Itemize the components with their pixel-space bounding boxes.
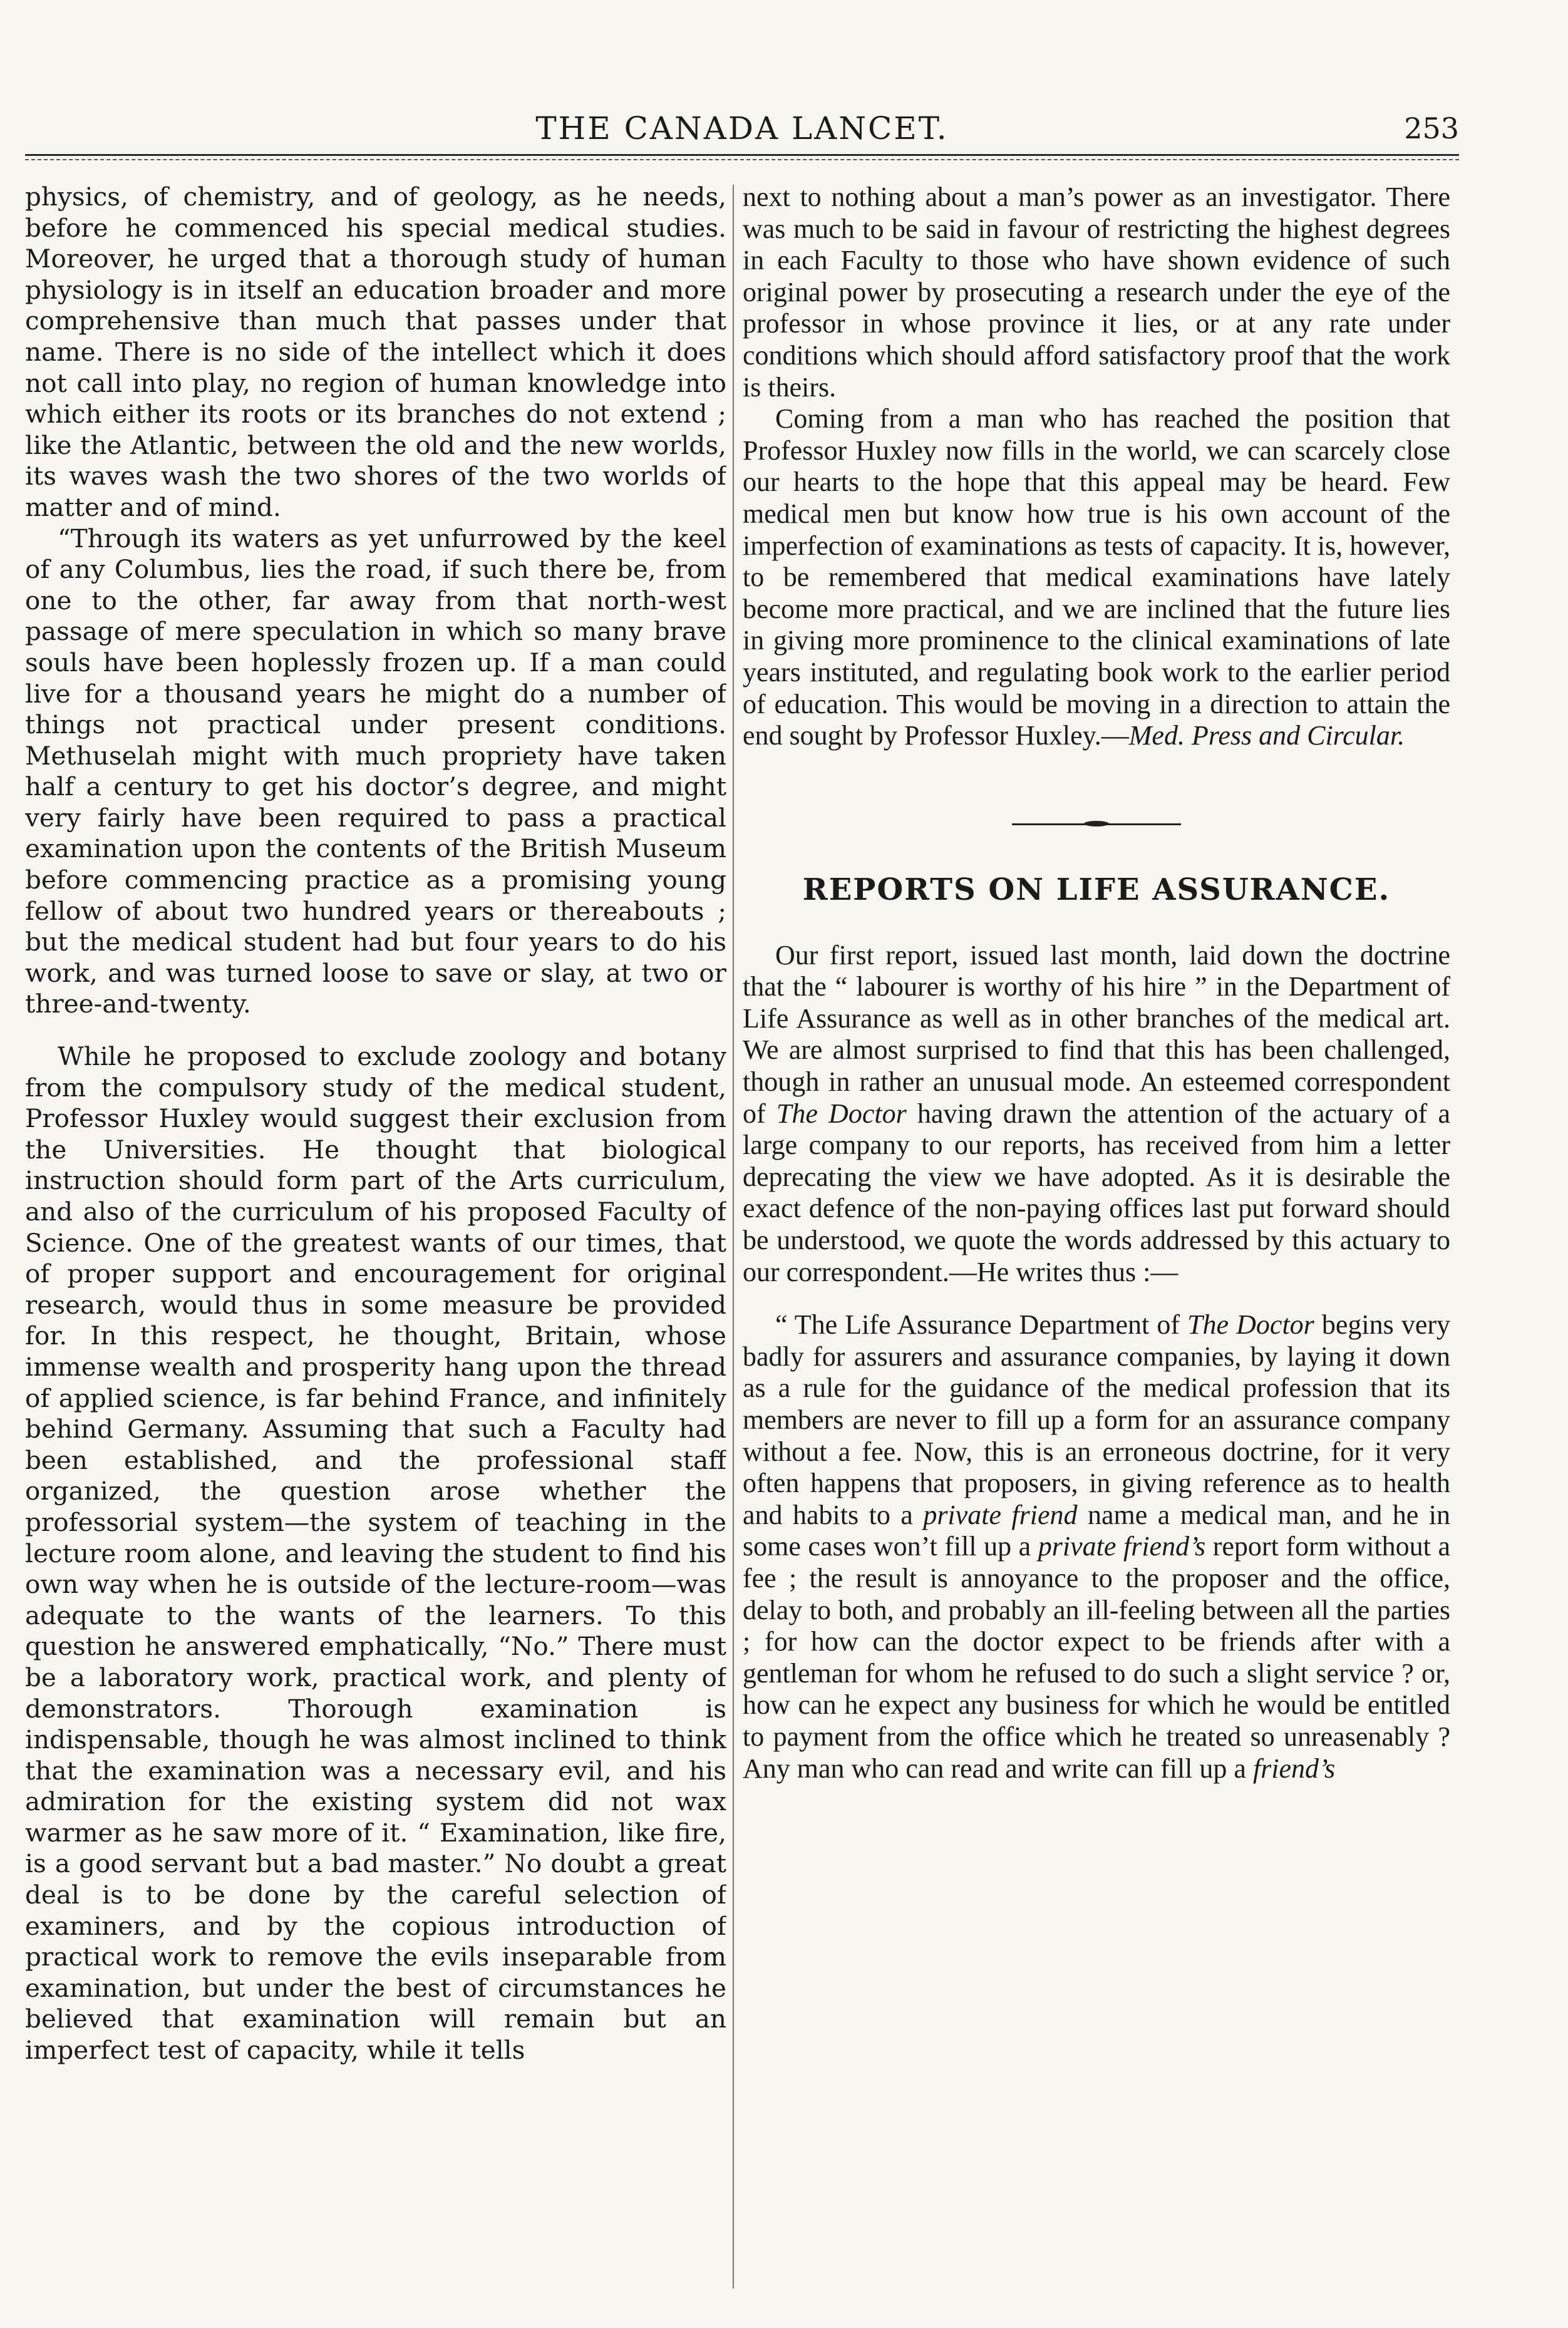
paragraph bbox=[743, 403, 1450, 752]
paragraph-gap bbox=[743, 1288, 1450, 1309]
page-header bbox=[25, 106, 1459, 157]
paragraph-text: Our first report, issued last month, laid down the doctrine that the “ labourer is worthy of his hire ” in the Department of Life Assurance as well as in other branches of the medical art. We are almost surprised to find that this has been challenged, though in rather an unusual mode. An esteemed correspondent of bbox=[743, 939, 1450, 1129]
section-heading: REPORTS ON LIFE ASSURANCE. bbox=[802, 872, 1391, 907]
paragraph-text: Coming from a man who has reached the position that Professor Huxley now fills in the world, we can scarcely close our hearts to the hope that this appeal may be heard. Few medical men but know how true is his own account of the imperfection of examinations as tests of capacity. It is, however, to be remembered that medical examinations have lately become more practical, and we are inclined that the future lies in giving more prominence to the clinical examinations of late years instituted, and regulating book work to the earlier period of education. This would be moving in a direction to attain the end sought by Professor Huxley.— bbox=[743, 403, 1450, 751]
paragraph bbox=[743, 1309, 1450, 1785]
paragraph: While he proposed to exclude zoology and botany from the compulsory study of the medical student, Professor Huxley would suggest their exclusion from the Universities. He thought that biological instruction should form part of the Arts curriculum, and also of the curriculum of his proposed Faculty of Science. One of the greatest wants of our times, that of proper support and encouragement for original research, would thus in some measure be provided for. In this respect, he thought, Britain, whose immense wealth and prosperity hang upon the thread of applied science, is far behind France, and infinitely behind Germany. Assuming that such a Faculty had been established, and the professional staff organized, the question arose whether the professorial system—the system of teaching in the lecture room alone, and leaving the student to find his own way when he is outside of the lecture-room—was adequate to the wants of the learners. To this question he answered emphatically, “No.” There must be a laboratory work, practical work, and plenty of demonstrators. Thorough examination is indispensable, though he was almost inclined to think that the examination was a necessary evil, and his admiration for the existing system did not wax warmer as he saw more of it. “ Examination, like fire, is a good servant but a bad master.” No doubt a great deal is to be done by the careful selection of examiners, and by the copious introduction of practical work to remove the evils inseparable from examination, but under the best of circumstances he believed that examination will remain but an imperfect test of capacity, while it tells bbox=[25, 1041, 726, 2066]
emphasis: private friend bbox=[923, 1499, 1078, 1530]
running-title: THE CANADA LANCET. bbox=[535, 110, 949, 147]
paragraph-text: name a medical man, and he in some cases won’t fill up a bbox=[743, 1499, 1450, 1562]
header-rule-dashed bbox=[25, 159, 1459, 160]
page-number: 253 bbox=[1404, 111, 1459, 145]
paragraph-text: “ The Life Assurance Department of bbox=[775, 1309, 1188, 1341]
journal-title: The Doctor bbox=[776, 1098, 907, 1129]
section-ornament bbox=[1012, 821, 1181, 827]
paragraph-gap bbox=[25, 1020, 726, 1041]
header-rule bbox=[25, 154, 1459, 156]
paragraph-text: having drawn the attention of the actuary of a large company to our reports, has received from him a letter deprecating the view we have adopted. As it is desirable the exact defence of the non-paying offices last put forward should be understood, we quote the words addressed by this actuary to our correspondent.—He writes thus :— bbox=[743, 1098, 1450, 1287]
paragraph-text: begins very badly for assurers and assurance companies, by laying it down as a rule for the guidance of the medical profession that its members are never to fill up a form for an assurance company without a fee. Now, this is an erroneous doctrine, for it very often happens that proposers, in giving reference as to health and habits to a bbox=[743, 1309, 1450, 1530]
emphasis: private friend’s bbox=[1038, 1531, 1206, 1562]
column-divider bbox=[733, 185, 734, 2289]
left-column bbox=[25, 182, 726, 2285]
paragraph-text: report form without a fee ; the result is annoyance to the proposer and the office, delay to both, and probably an ill-feeling between all the parties ; for how can the doctor expect to be friends after with a gentleman for whom he refused to do such a slight service ? or, how can he expect any business for which he would be entitled to payment from the office which he treated so unreasenably ? Any man who can read and write can fill up a bbox=[743, 1531, 1450, 1784]
emphasis: friend’s bbox=[1252, 1753, 1336, 1784]
paragraph: next to nothing about a man’s power as an investigator. There was much to be said in favour of restricting the highest degrees in each Faculty to those who have shown evidence of such original power by prosecuting a research under the eye of the professor in whose province it lies, or at any rate under conditions which should afford satisfactory proof that the work is theirs. bbox=[743, 182, 1450, 403]
paragraph: “Through its waters as yet unfurrowed by the keel of any Columbus, lies the road, if such there be, from one to the other, far away from that north-west passage of mere speculation in which so many brave souls have been hoplessly frozen up. If a man could live for a thousand years he might do a number of things not practical under present conditions. Methuselah might with much propriety have taken half a century to get his doctor’s degree, and might very fairly have been required to pass a practical examination upon the contents of the British Museum before commencing practice as a promising young fellow of about two hundred years or thereabouts ; but the medical student had but four years to do his work, and was turned loose to save or slay, at two or three-and-twenty. bbox=[25, 523, 726, 1019]
paragraph bbox=[743, 940, 1450, 1289]
paragraph: physics, of chemistry, and of geology, as he needs, before he commenced his special medical studies. Moreover, he urged that a thorough study of human physiology is in itself an education broader and more comprehensive than much that passes under that name. There is no side of the intellect which it does not call into play, no region of human knowledge into which either its roots or its branches do not extend ; like the Atlantic, between the old and the new worlds, its waves wash the two shores of the two worlds of matter and of mind. bbox=[25, 182, 726, 522]
right-column bbox=[743, 182, 1450, 2285]
source-citation: Med. Press and Circular. bbox=[1128, 720, 1405, 751]
journal-title: The Doctor bbox=[1187, 1309, 1314, 1341]
